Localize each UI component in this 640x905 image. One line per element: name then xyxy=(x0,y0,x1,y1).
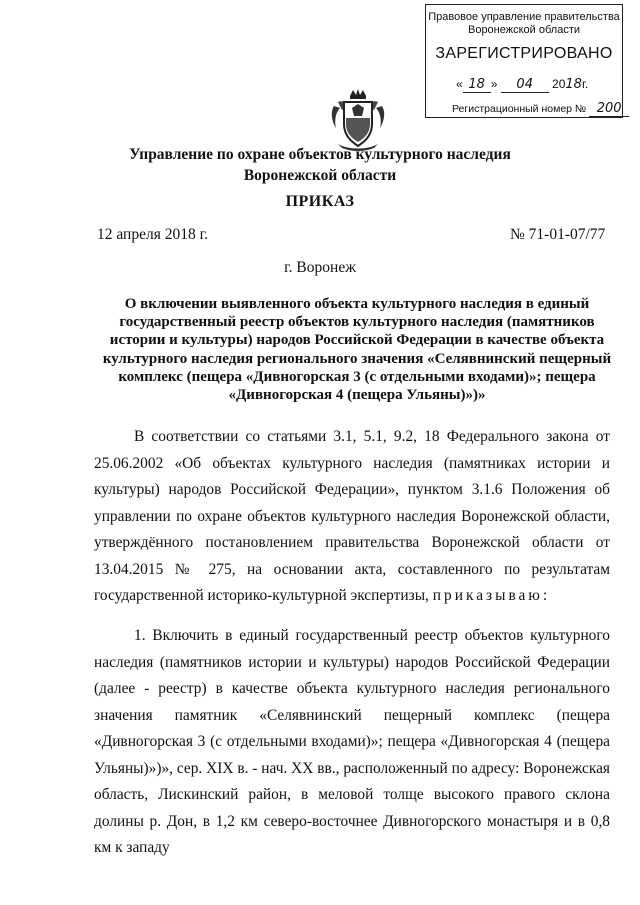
preamble-paragraph xyxy=(94,424,610,610)
registration-stamp xyxy=(425,4,623,118)
stamp-organization xyxy=(426,11,622,37)
stamp-registered-label: ЗАРЕГИСТРИРОВАНО xyxy=(435,45,613,62)
issuing-organization-line1: Управление по охране объектов культурного наследия xyxy=(129,146,511,163)
document-title: О включении выявленного объекта культурного наследия в единый государственный реестр объектов культурного наследия (памятников истории и культуры) народов Российской Федерации в качестве объекта культурного наследия регионального значения «Селявнинский пещерный комплекс (пещера «Дивногорская 3 (с отдельными входами)»; пещера «Дивногорская 4 (пещера Ульяны)»)» xyxy=(102,296,612,404)
document-date: 12 апреля 2018 г. xyxy=(97,226,209,243)
stamp-reg-number xyxy=(452,101,629,117)
document-city: г. Воронеж xyxy=(284,259,356,276)
document-number: № 71-01-07/77 xyxy=(510,226,606,243)
coat-of-arms-emblem xyxy=(328,88,388,152)
stamp-org-line2: Воронежской области xyxy=(467,24,580,36)
issuing-organization-line2: Воронежской области xyxy=(243,167,397,184)
stamp-month: 04 xyxy=(501,77,549,93)
stamp-year-end: г. xyxy=(581,77,589,91)
stamp-day: 18 xyxy=(463,77,491,93)
stamp-reg-number-value: 200 xyxy=(589,101,629,117)
stamp-org-line1: Правовое управление правительства xyxy=(428,11,620,23)
order-word: приказываю: xyxy=(432,587,551,604)
document-type: ПРИКАЗ xyxy=(285,193,355,210)
stamp-date: « 18 » 04 2018г. xyxy=(456,77,589,92)
item-1-paragraph: 1. Включить в единый государственный реестр объектов культурного наследия (памятников истории и культуры) народов Российской Федерации (далее - реестр) в качестве объекта культурного наследия регионального значения памятник «Селявнинский пещерный комплекс (пещера «Дивногорская 3 (с отдельными входами)»; пещера «Дивногорская 4 (пещера Ульяны)»)», сер. XIX в. - нач. XX вв., расположенный по адресу: Воронежская область, Лискинский район, в меловой толще высокого правого склона долины р. Дон, в 1,2 км северо-восточнее Дивногорского монастыря и в 0,8 км к западу xyxy=(94,627,610,856)
issuing-organization xyxy=(0,144,640,186)
stamp-year-suffix: 18 xyxy=(565,77,582,92)
stamp-reg-number-label: Регистрационный номер № xyxy=(452,103,587,115)
stamp-year-prefix: 20 xyxy=(552,77,566,91)
preamble-text: В соответствии со статьями 3.1, 5.1, 9.2, 18 Федерального закона от 25.06.2002 «Об объектах культурного наследия (памятниках истории и культуры) народов Российской Федерации», пунктом 3.1.6 Положения об управлении по охране объектов культурного наследия Воронежской области, утверждённого постановлением правительства Воронежской области от 13.04.2015 № 275, на основании акта, составленного по результатам государственной историко-культурной экспертизы, xyxy=(94,428,610,604)
